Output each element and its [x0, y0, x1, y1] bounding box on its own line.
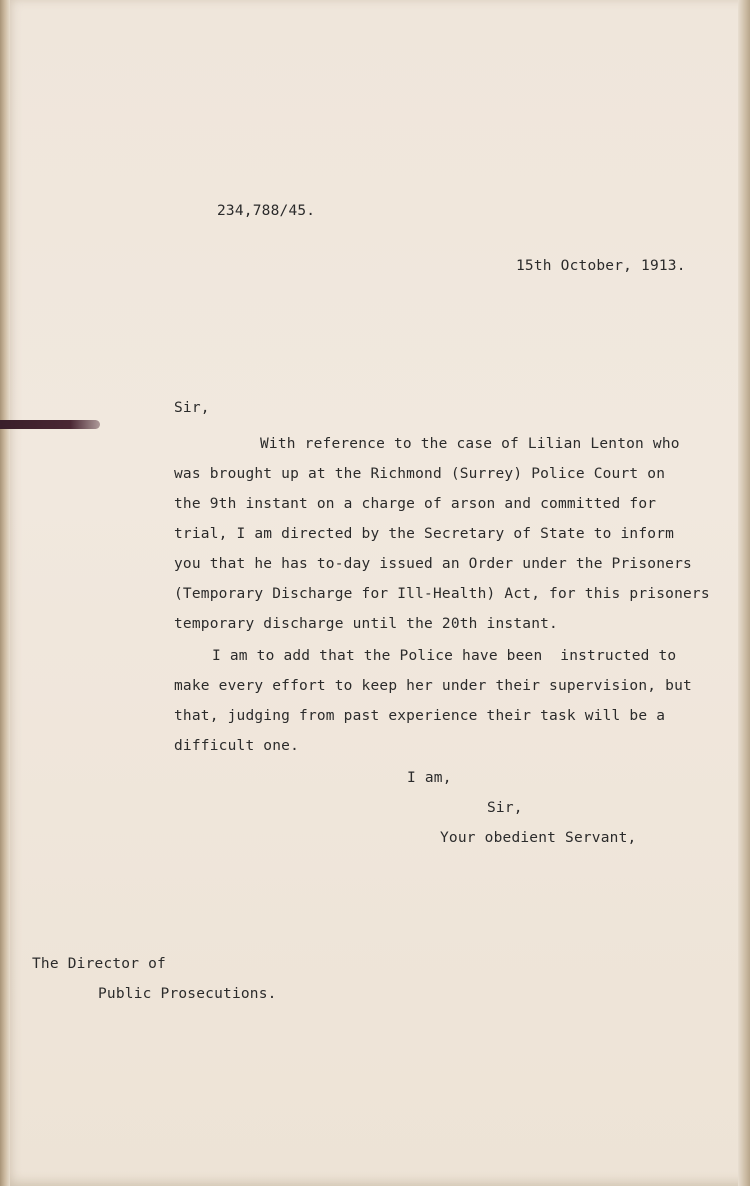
closing-line: I am, — [407, 770, 452, 786]
salutation: Sir, — [174, 400, 210, 416]
signature-line: Your obedient Servant, — [440, 830, 637, 846]
body-line: that, judging from past experience their task will be a — [174, 708, 666, 724]
closing-line: Sir, — [487, 800, 523, 816]
body-line: I am to add that the Police have been instructed to — [212, 648, 677, 664]
body-line: difficult one. — [174, 738, 300, 754]
reference-number: 234,788/45. — [217, 203, 316, 219]
letter-date: 15th October, 1913. — [516, 258, 686, 274]
ink-smear-mark — [0, 420, 100, 429]
body-line: was brought up at the Richmond (Surrey) Police Court on — [174, 466, 666, 482]
body-line: make every effort to keep her under their supervision, but — [174, 678, 692, 694]
paper-edge-left — [0, 0, 10, 1186]
addressee-line: The Director of — [32, 956, 166, 972]
body-line: the 9th instant on a charge of arson and committed for — [174, 496, 657, 512]
body-line: you that he has to-day issued an Order under the Prisoners — [174, 556, 692, 572]
paper-edge-right — [738, 0, 750, 1186]
body-line: (Temporary Discharge for Ill-Health) Act, for this prisoners — [174, 586, 710, 602]
body-line: temporary discharge until the 20th instant. — [174, 616, 558, 632]
addressee-line: Public Prosecutions. — [98, 986, 277, 1002]
body-line: trial, I am directed by the Secretary of State to inform — [174, 526, 675, 542]
body-line: With reference to the case of Lilian Lenton who — [260, 436, 680, 452]
